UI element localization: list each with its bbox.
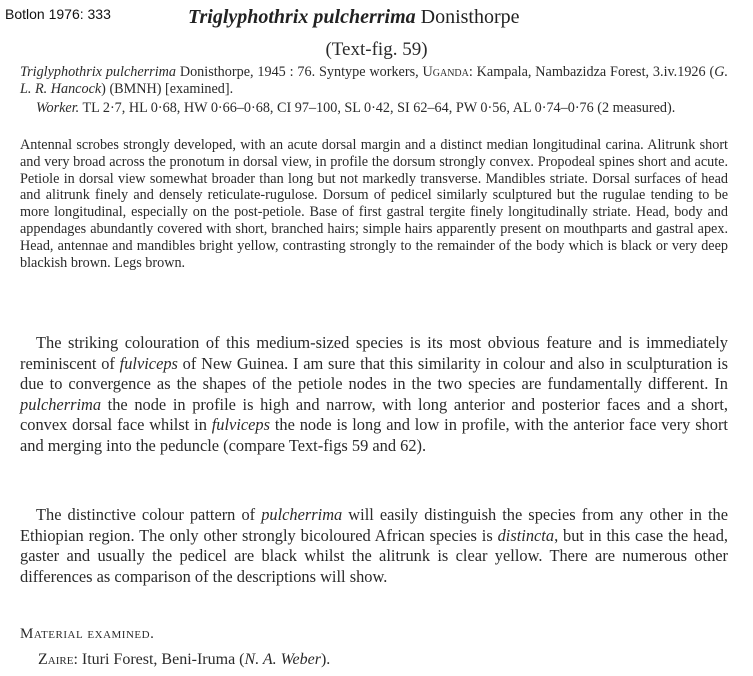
synonymy-text: Donisthorpe, 1945 : 76. Syntype workers, [175,64,423,80]
discussion2-text-1: The distinctive colour pattern of [36,505,262,524]
material-country: Zaire [38,651,74,668]
discussion1-taxon-2: pulcherrima [20,394,102,414]
worker-measurements [20,100,728,117]
worker-description: Antennal scrobes strongly developed, with an acute dorsal margin and a distinct median longitudinal carina. Alitrunk short and very broad across the pronotum in dorsal view, in profile the dorsum strongly convex. Propodeal spines short and acute. Petiole in dorsal view somewhat broader than long but not markedly transverse. Mandibles striate. Dorsal surfaces of head and alitrunk finely and densely reticulate-rugulose. Dorsum of pedicel similarly sculptured but the rugulae tending to be more longitudinal, especially on the post-petiole. Base of first gastral tergite finely longitudinally striate. Head, body and appendages abundantly covered with short, branched hairs; simple hairs apparently present on mouthparts and gastral apex. Head, antennae and mandibles bright yellow, contrasting strongly to the remainder of the body which is black or very deep blackish brown. Legs brown. [20,137,728,271]
discussion1-text-3: the node in profile is high and narrow, with long anterior and posterior faces and a short, convex dorsal face whilst in [20,394,728,434]
material-collector: N. A. Weber [244,651,321,668]
synonymy-depository: ) (BMNH) [examined]. [101,80,234,97]
material-locality: : Ituri Forest, Beni-Iruma ( [73,651,245,668]
discussion2-taxon-2: distincta [497,525,555,545]
discussion2-text-2: will easily distinguish the species from any other in the Ethiopian region. The only other strongly bicoloured African species is [20,505,728,545]
type-country: Uganda [422,64,469,80]
discussion2-text-3: , but in this case the head, gaster and usually the pedicel are black whilst the alitrunk is clear yellow. There are numerous other differences as comparison of the descriptions will show. [20,525,728,586]
discussion-paragraph-2 [20,505,728,587]
species-name: Triglyphothrix pulcherrima [188,6,416,28]
species-title [188,6,520,29]
discussion1-taxon-1: fulviceps [119,353,178,373]
discussion1-taxon-3: fulviceps [211,415,271,434]
synonym-name: Triglyphothrix pulcherrima [20,64,176,80]
discussion1-text-1: The striking colouration of this medium-sized species is its most obvious feature and is immediately reminiscent of [20,333,728,373]
measurements-text: TL 2·7, HL 0·68, HW 0·66–0·68, CI 97–100, SL 0·42, SI 62–64, PW 0·56, AL 0·74–0·76 (2 measured). [79,100,676,116]
material-record [38,651,330,669]
discussion1-text-4: the node is long and low in profile, with the anterior face very short and merging into the peduncle (compare Text-figs 59 and 62). [20,415,728,455]
synonymy-paragraph [20,64,728,98]
synonymy-locality: : Kampala, Nambazidza Forest, 3.iv.1926 ( [468,64,715,80]
material-heading: Material examined. [20,626,155,642]
discussion1-text-2: of New Guinea. I am sure that this similarity in colour and also in sculpturation is due to convergence as the shapes of the petiole nodes in the two species are fundamentally different. In [20,353,729,393]
discussion-paragraph-1 [20,333,728,456]
synonymy-collector: G. L. R. Hancock [20,64,728,97]
material-end: ). [320,651,331,668]
citation-label: Botlon 1976: 333 [5,6,111,22]
discussion2-taxon-1: pulcherrima [261,505,343,524]
species-author: Donisthorpe [420,6,520,28]
worker-label: Worker. [36,100,80,116]
figure-reference: (Text-fig. 59) [325,39,428,60]
